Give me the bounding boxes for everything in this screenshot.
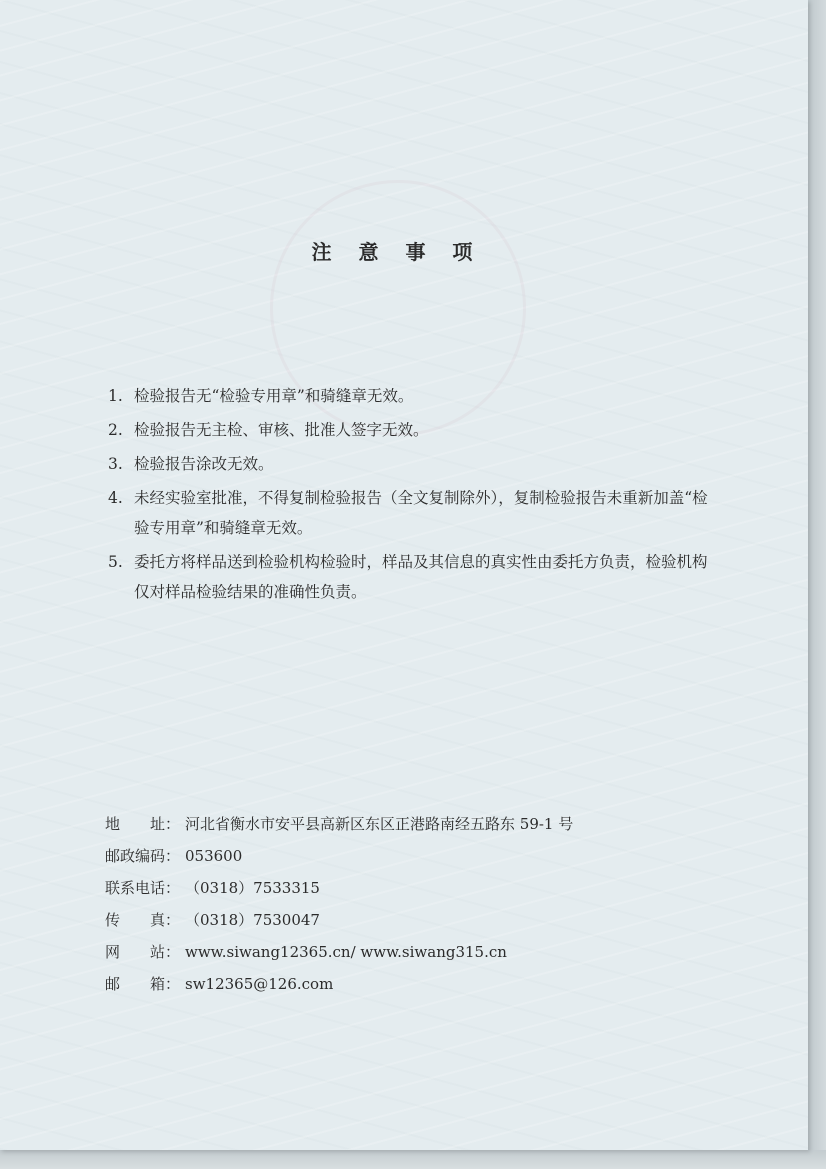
note-number: 3. xyxy=(108,455,123,473)
note-item xyxy=(108,381,708,411)
note-item xyxy=(108,415,708,445)
note-text: 检验报告涂改无效。 xyxy=(134,455,274,473)
contact-row-phone xyxy=(105,872,573,904)
contact-label: 地 址： xyxy=(105,815,181,833)
contact-label: 邮政编码： xyxy=(105,847,181,865)
note-text: 未经实验室批准，不得复制检验报告（全文复制除外），复制检验报告未重新加盖“检验专用章”和骑缝章无效。 xyxy=(134,489,708,537)
contact-row-address xyxy=(105,808,573,840)
contact-row-email xyxy=(105,968,573,1000)
contact-row-website xyxy=(105,936,573,968)
note-item xyxy=(108,449,708,479)
contact-row-fax xyxy=(105,904,573,936)
note-item xyxy=(108,483,708,543)
postcode-value: 053600 xyxy=(185,847,243,865)
scan-edge-right xyxy=(808,0,826,1169)
page-title: 注 意 事 项 xyxy=(311,240,483,264)
contact-label: 邮 箱： xyxy=(105,975,181,993)
contact-label: 传 真： xyxy=(105,911,181,929)
notes-list xyxy=(108,381,708,611)
contact-label: 网 站： xyxy=(105,943,181,961)
note-number: 2. xyxy=(108,421,123,439)
contact-row-postcode xyxy=(105,840,573,872)
note-number: 5. xyxy=(108,553,123,571)
website-value: www.siwang12365.cn/ www.siwang315.cn xyxy=(185,943,507,961)
address-value: 河北省衡水市安平县高新区东区正港路南经五路东 59-1 号 xyxy=(185,815,574,833)
fax-value: （0318）7530047 xyxy=(185,911,320,929)
note-text: 检验报告无“检验专用章”和骑缝章无效。 xyxy=(134,387,414,405)
note-item xyxy=(108,547,708,607)
contact-label: 联系电话： xyxy=(105,879,181,897)
scan-edge-bottom xyxy=(0,1150,826,1169)
note-number: 4. xyxy=(108,489,123,507)
note-text: 检验报告无主检、审核、批准人签字无效。 xyxy=(134,421,429,439)
note-number: 1. xyxy=(108,387,123,405)
contact-info xyxy=(105,808,573,1000)
email-value: sw12365@126.com xyxy=(185,975,334,993)
note-text: 委托方将样品送到检验机构检验时，样品及其信息的真实性由委托方负责，检验机构仅对样品检验结果的准确性负责。 xyxy=(134,553,708,601)
phone-value: （0318）7533315 xyxy=(185,879,320,897)
